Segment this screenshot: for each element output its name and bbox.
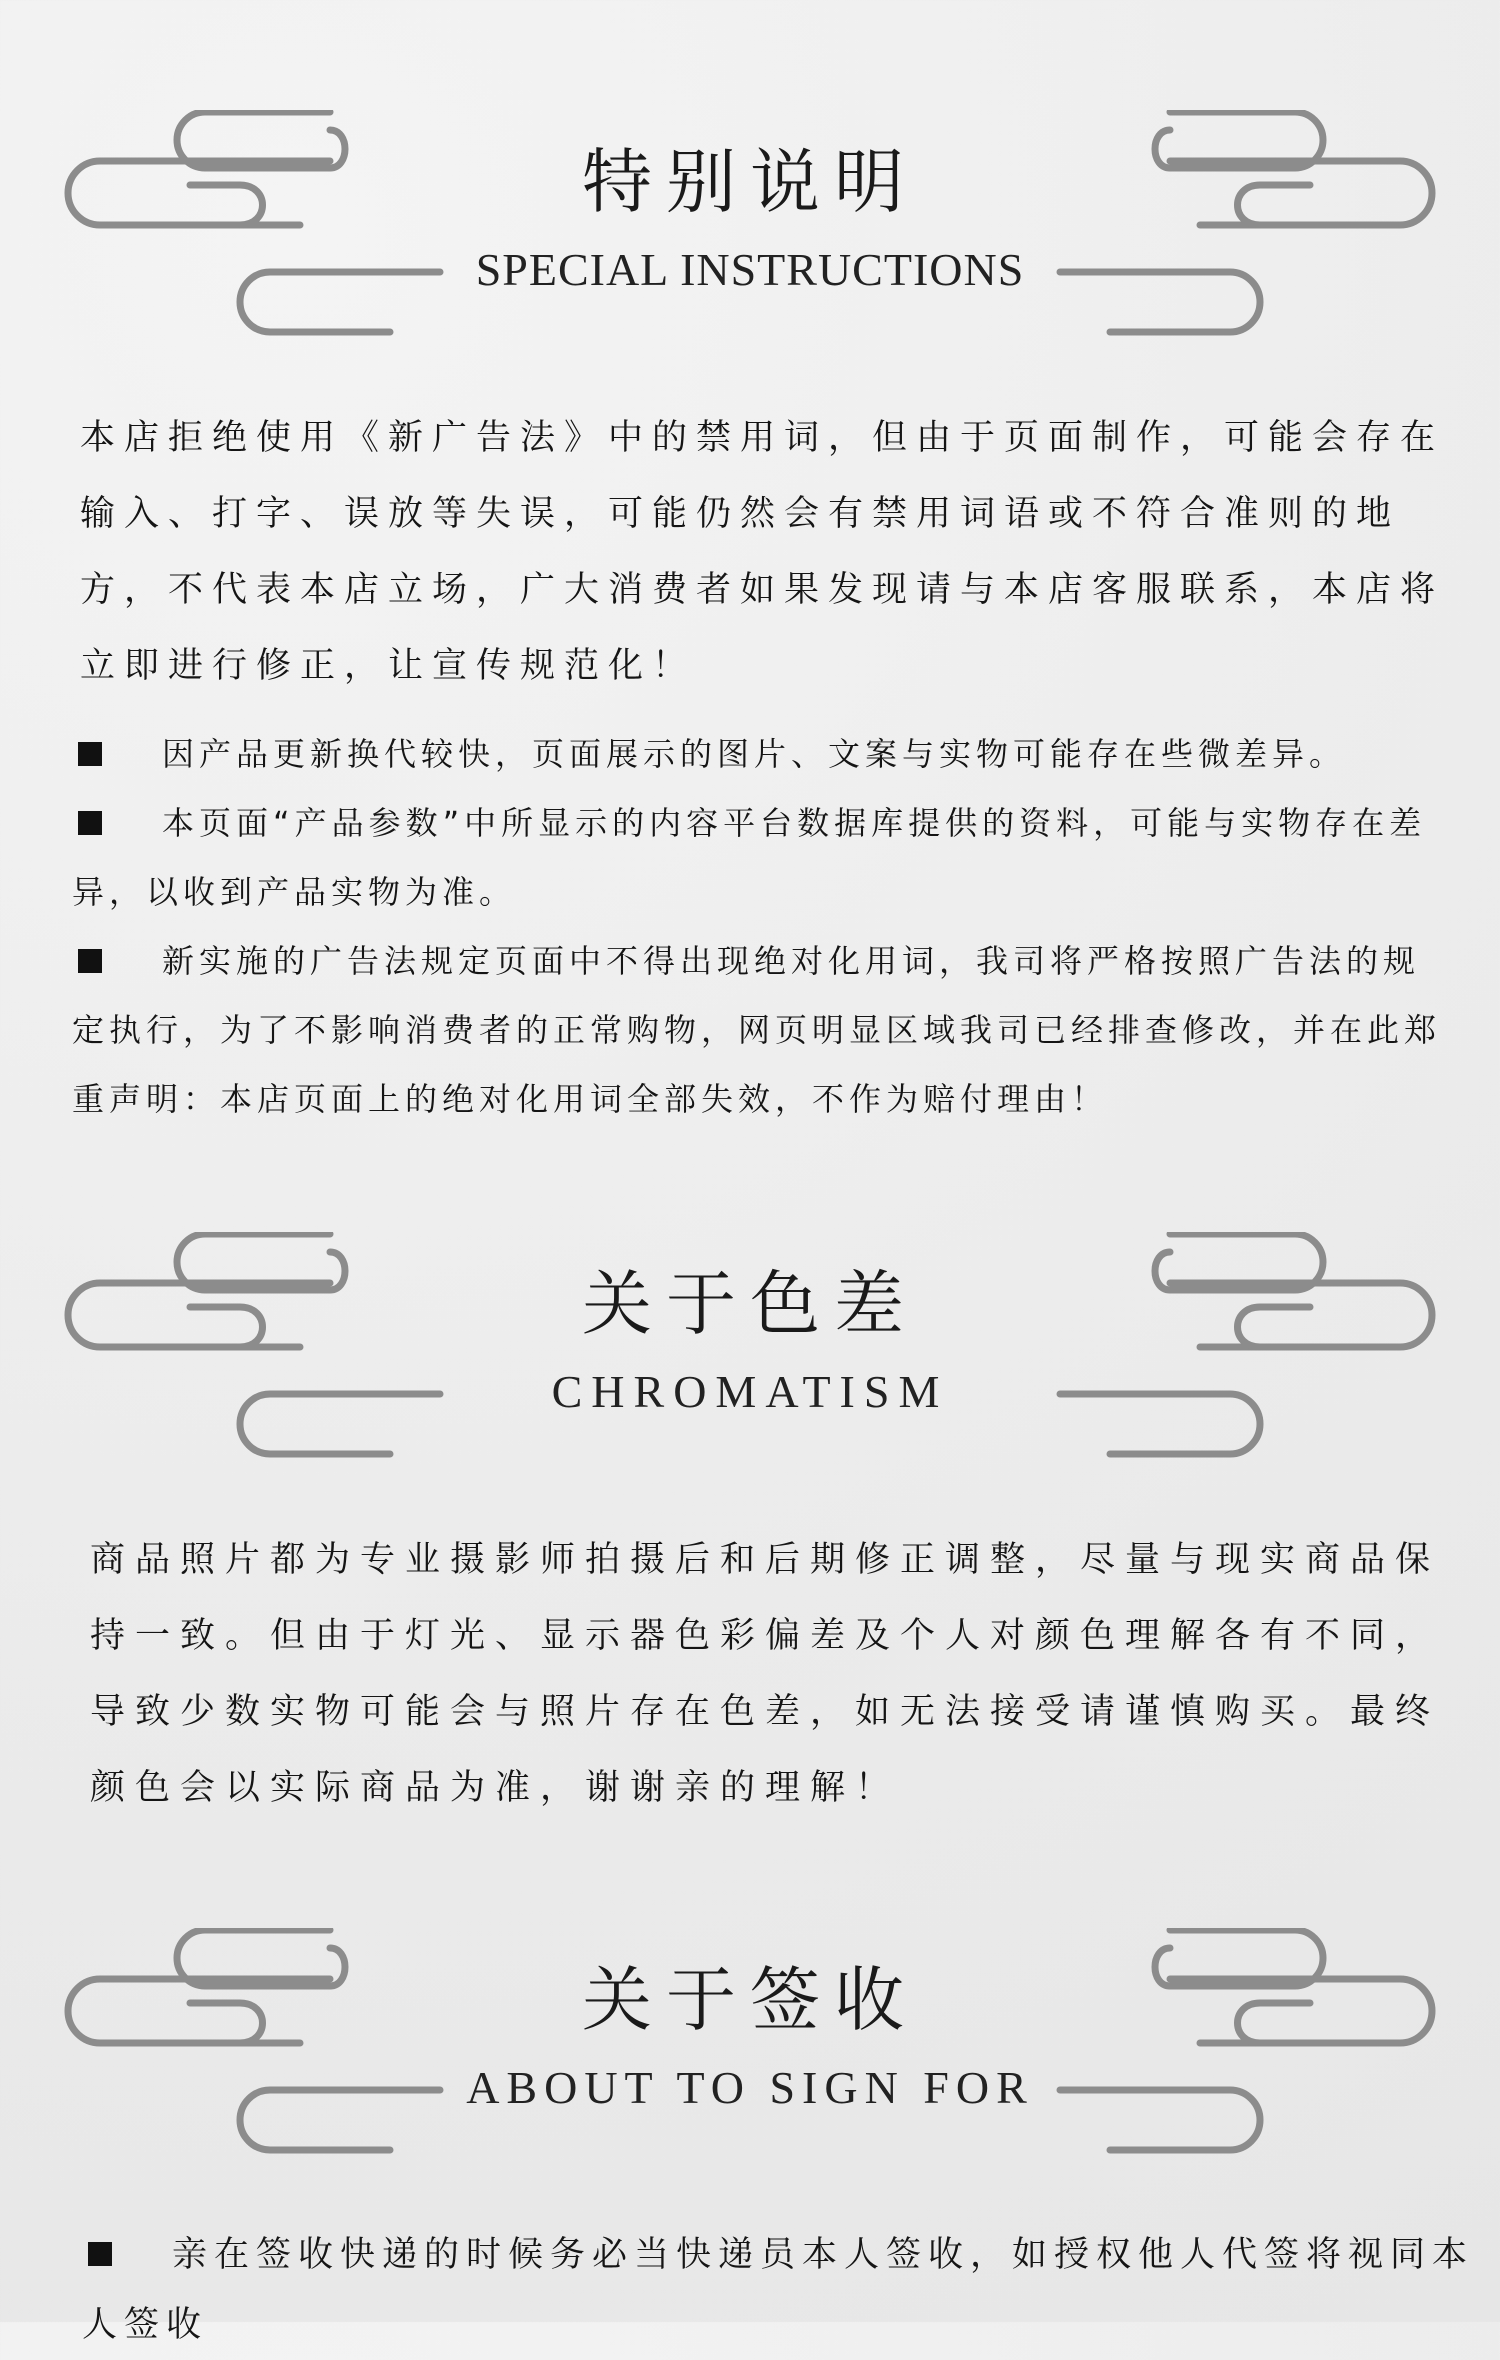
list-item [82,2220,1482,2360]
list-item [72,720,1452,789]
section-title: 特别说明 [582,141,918,223]
section-title: 关于签收 [582,1959,918,2041]
section-header [0,1928,1500,2148]
list-item-text: 亲在签收快递的时候务必当快递员本人签收，如授权他人代签将视同本人签收 [82,2235,1475,2345]
section-paragraph: 商品照片都为专业摄影师拍摄后和后期修正调整，尽量与现实商品保持一致。但由于灯光、显示器色彩偏差及个人对颜色理解各有不同，导致少数实物可能会与照片存在色差，如无法接受请谨慎购买。最终颜色会以实际商品为准，谢谢亲的理解！ [90,1540,1441,1808]
square-bullet-icon [78,949,102,973]
list-item-text: 本页面“产品参数”中所显示的内容平台数据库提供的资料，可能与实物存在差异，以收到产品实物为准。 [72,804,1427,911]
section-sign-for [0,1928,1500,2345]
section-title: 关于色差 [582,1263,918,1345]
list-item [72,789,1452,927]
list-item [72,927,1452,1134]
section-header [0,1232,1500,1452]
section-subtitle: SPECIAL INSTRUCTIONS [475,244,1025,295]
section-special-instructions [0,110,1500,1170]
square-bullet-icon [78,742,102,766]
section-chromatism [0,1232,1500,1852]
section-subtitle: CHROMATISM [551,1366,949,1417]
section-subtitle: ABOUT TO SIGN FOR [466,2062,1034,2113]
list-item-text: 新实施的广告法规定页面中不得出现绝对化用词，我司将严格按照广告法的规定执行，为了不影响消费者的正常购物，网页明显区域我司已经排查修改，并在此郑重声明：本店页面上的绝对化用词全部失效，不作为赔付理由！ [72,942,1442,1118]
bullet-list [82,2220,1482,2360]
section-header [0,110,1500,330]
list-item-text: 因产品更新换代较快，页面展示的图片、文案与实物可能存在些微差异。 [162,735,1347,773]
section-paragraph: 本店拒绝使用《新广告法》中的禁用词，但由于页面制作，可能会存在输入、打字、误放等失误，可能仍然会有禁用词语或不符合准则的地方，不代表本店立场，广大消费者如果发现请与本店客服联系，本店将立即进行修正，让宣传规范化！ [80,418,1445,686]
square-bullet-icon [78,811,102,835]
square-bullet-icon [88,2242,112,2266]
bullet-list [72,720,1452,1134]
